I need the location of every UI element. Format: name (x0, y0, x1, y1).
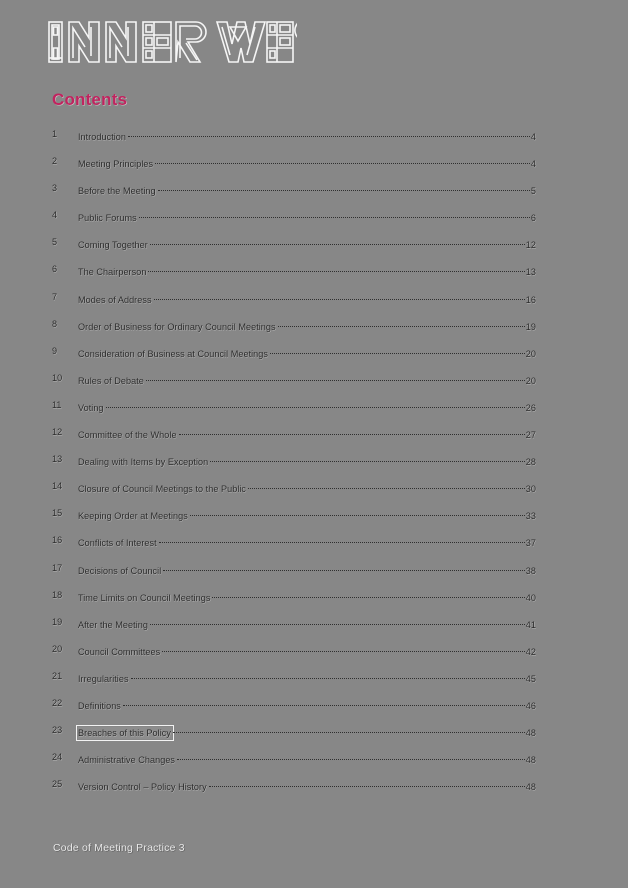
toc-entry-body (78, 670, 536, 685)
page-title: Contents (52, 90, 128, 109)
toc-entry-body (78, 778, 536, 793)
toc-entry-page-number: 48 (525, 782, 536, 793)
toc-entry-page-number: 20 (525, 348, 536, 359)
toc-entry[interactable] (52, 318, 536, 345)
toc-entry-number: 4 (52, 210, 58, 221)
toc-entry-page-number: 48 (525, 728, 536, 739)
toc-entry-page-number: 30 (525, 484, 536, 495)
toc-entry-title[interactable]: Definitions (78, 700, 121, 711)
toc-entry[interactable] (52, 236, 536, 263)
toc-entry-number: 19 (52, 616, 63, 627)
toc-entry[interactable] (52, 291, 536, 318)
toc-entry-number: 13 (52, 454, 63, 465)
toc-entry-number: 14 (52, 481, 63, 492)
toc-entry[interactable] (52, 697, 536, 724)
toc-entry-body (78, 616, 536, 631)
toc-entry-page-number: 26 (525, 402, 536, 413)
toc-leader-dots (190, 507, 525, 519)
toc-entry-body (78, 724, 536, 739)
toc-entry-title[interactable]: Decisions of Council (78, 565, 162, 576)
toc-entry-page-number: 13 (525, 267, 536, 278)
toc-entry-body (78, 399, 536, 414)
toc-leader-dots (128, 128, 530, 140)
toc-entry-body (78, 263, 536, 278)
toc-leader-dots (209, 778, 525, 790)
toc-leader-dots (154, 291, 525, 303)
toc-entry[interactable] (52, 724, 536, 751)
toc-entry-title[interactable]: Conflicts of Interest (78, 538, 157, 549)
toc-entry-title[interactable]: Version Control – Policy History (78, 782, 207, 793)
toc-entry-page-number: 46 (525, 700, 536, 711)
toc-entry[interactable] (52, 372, 536, 399)
toc-leader-dots (150, 236, 525, 248)
toc-entry-number: 22 (52, 697, 63, 708)
toc-entry-body (78, 236, 536, 251)
toc-entry-body (78, 372, 536, 387)
toc-entry[interactable] (52, 670, 536, 697)
toc-entry-page-number: 4 (530, 159, 536, 170)
toc-entry-title[interactable]: Keeping Order at Meetings (78, 511, 188, 522)
toc-entry-body (78, 562, 536, 577)
toc-leader-dots (155, 155, 530, 167)
toc-entry[interactable] (52, 426, 536, 453)
toc-entry-number: 24 (52, 752, 63, 763)
toc-entry-title[interactable]: Public Forums (78, 213, 137, 224)
toc-entry-page-number: 5 (530, 186, 536, 197)
toc-entry-title[interactable]: Coming Together (78, 240, 148, 251)
toc-entry-body (78, 318, 536, 333)
toc-entry-page-number: 45 (525, 673, 536, 684)
toc-entry-body (78, 209, 536, 224)
toc-leader-dots (163, 562, 525, 574)
toc-entry-title[interactable]: The Chairperson (78, 267, 147, 278)
toc-entry-body (78, 345, 536, 360)
toc-entry-number: 16 (52, 535, 63, 546)
toc-entry-title[interactable]: Voting (78, 402, 104, 413)
toc-entry-body (78, 291, 536, 306)
toc-entry-number: 3 (52, 183, 58, 194)
toc-entry[interactable] (52, 399, 536, 426)
toc-leader-dots (278, 318, 525, 330)
toc-entry-number: 25 (52, 779, 63, 790)
toc-entry-page-number: 16 (525, 294, 536, 305)
toc-entry-page-number: 42 (525, 646, 536, 657)
toc-entry-number: 8 (52, 318, 58, 329)
toc-entry-page-number: 38 (525, 565, 536, 576)
toc-entry-title[interactable]: Rules of Debate (78, 375, 144, 386)
toc-entry-body (78, 182, 536, 197)
toc-leader-dots (210, 453, 525, 465)
toc-entry-page-number: 4 (530, 132, 536, 142)
toc-entry[interactable] (52, 751, 536, 778)
toc-entry-number: 1 (52, 129, 58, 139)
toc-entry-title[interactable]: Administrative Changes (78, 755, 176, 766)
toc-leader-dots (270, 345, 525, 357)
toc-entry-number: 17 (52, 562, 63, 573)
toc-entry-title[interactable]: Closure of Council Meetings to the Public (78, 484, 247, 495)
toc-leader-dots (162, 643, 525, 655)
toc-leader-dots (106, 399, 525, 411)
toc-entry-page-number: 6 (530, 213, 536, 224)
toc-entry-title[interactable]: Modes of Address (78, 294, 152, 305)
toc-entry-page-number: 28 (525, 457, 536, 468)
toc-entry-title[interactable]: Committee of the Whole (78, 430, 177, 441)
toc-entry-page-number: 37 (525, 538, 536, 549)
toc-entry[interactable] (52, 345, 536, 372)
toc-entry-number: 7 (52, 291, 58, 302)
toc-entry-page-number: 20 (525, 375, 536, 386)
toc-entry-body (78, 426, 536, 441)
toc-entry-number: 12 (52, 427, 63, 438)
toc-leader-dots (179, 426, 525, 438)
toc-entry-number: 15 (52, 508, 63, 519)
toc-entry-body (78, 751, 536, 766)
toc-entry-body (78, 534, 536, 549)
toc-entry-title[interactable]: Meeting Principles (78, 159, 154, 170)
toc-entry[interactable] (52, 616, 536, 643)
toc-entry-body (78, 507, 536, 522)
toc-entry-number: 23 (52, 725, 63, 736)
toc-entry-title[interactable]: After the Meeting (78, 619, 148, 630)
toc-entry-number: 2 (52, 156, 58, 167)
toc-entry-number: 18 (52, 589, 63, 600)
toc-entry-body (78, 155, 536, 170)
toc-entry[interactable] (52, 209, 536, 236)
toc-entry-page-number: 33 (525, 511, 536, 522)
toc-entry[interactable] (52, 453, 536, 480)
page-footer: Code of Meeting Practice 3 (53, 842, 185, 854)
toc-entry-title[interactable]: Dealing with Items by Exception (78, 457, 209, 468)
toc-leader-dots (131, 670, 525, 682)
toc-entry[interactable] (52, 480, 536, 507)
toc-entry[interactable] (52, 643, 536, 670)
toc-entry-body (78, 480, 536, 495)
toc-entry-body (78, 128, 536, 143)
toc-leader-dots (146, 372, 525, 384)
toc-entry[interactable] (52, 534, 536, 561)
toc-entry[interactable] (52, 263, 536, 290)
toc-entry-body (78, 697, 536, 712)
toc-entry-number: 5 (52, 237, 58, 248)
toc-entry-title[interactable]: Consideration of Business at Council Meetings (78, 348, 268, 359)
toc-entry-title[interactable]: Time Limits on Council Meetings (78, 592, 211, 603)
toc-entry-number: 6 (52, 264, 58, 275)
toc-leader-dots (212, 589, 524, 601)
toc-entry-page-number: 19 (525, 321, 536, 332)
toc-entry-page-number: 40 (525, 592, 536, 603)
toc-entry-page-number: 48 (525, 755, 536, 766)
toc-leader-dots (177, 751, 525, 763)
toc-entry-title[interactable]: Breaches of this Policy (78, 728, 171, 739)
toc-entry-title[interactable]: Before the Meeting (78, 186, 156, 197)
toc-entry-number: 9 (52, 345, 58, 356)
toc-leader-dots (148, 263, 524, 275)
toc-leader-dots (123, 697, 525, 709)
toc-entry[interactable] (52, 589, 536, 616)
toc-entry-page-number: 41 (525, 619, 536, 630)
toc-leader-dots (248, 480, 525, 492)
toc-entry-title[interactable]: Order of Business for Ordinary Council Meetings (78, 321, 276, 332)
toc-leader-dots (139, 209, 530, 221)
toc-leader-dots (150, 616, 525, 628)
toc-entry-body (78, 643, 536, 658)
toc-entry[interactable] (52, 562, 536, 589)
toc-entry-number: 21 (52, 670, 63, 681)
toc-entry-number: 11 (52, 399, 62, 410)
toc-entry[interactable] (52, 182, 536, 209)
toc-leader-dots (158, 182, 530, 194)
toc-leader-dots (173, 724, 525, 736)
toc-entry-number: 20 (52, 643, 63, 654)
toc-entry-page-number: 12 (525, 240, 536, 251)
toc-entry-number: 10 (52, 372, 63, 383)
toc-entry-title[interactable]: Irregularities (78, 673, 129, 684)
toc-entry[interactable] (52, 507, 536, 534)
toc-entry[interactable] (52, 128, 536, 155)
toc-entry-body (78, 589, 536, 604)
inner-west-logo (47, 18, 297, 66)
toc-entry[interactable] (52, 155, 536, 182)
toc-entry[interactable] (52, 778, 536, 805)
toc-entry-title[interactable]: Council Committees (78, 646, 161, 657)
toc-entry-page-number: 27 (525, 430, 536, 441)
toc-entry-title[interactable]: Introduction (78, 132, 127, 142)
table-of-contents (52, 128, 536, 805)
toc-entry-body (78, 453, 536, 468)
toc-leader-dots (159, 534, 525, 546)
